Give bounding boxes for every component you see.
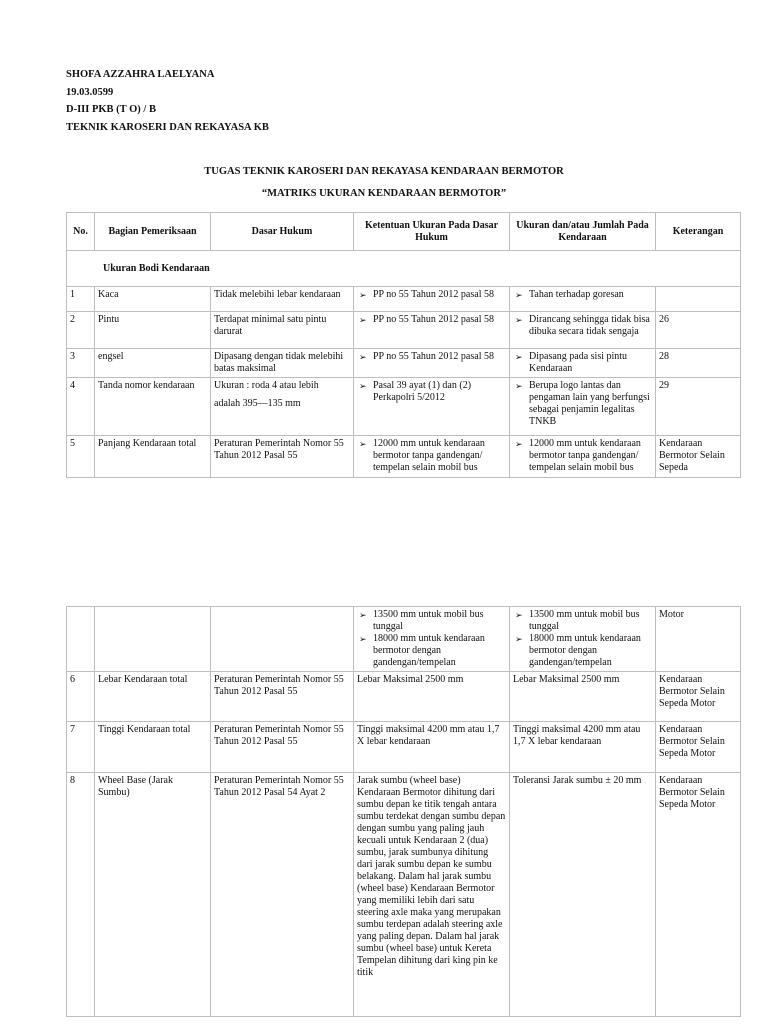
matrix-table-continued bbox=[66, 606, 741, 1017]
student-nim: 19.03.0599 bbox=[66, 86, 114, 98]
cell-no: 6 bbox=[67, 672, 95, 722]
list-item: ➢ PP no 55 Tahun 2012 pasal 58 bbox=[357, 314, 506, 326]
cell-no: 7 bbox=[67, 722, 95, 773]
cell-bagian: Lebar Kendaraan total bbox=[95, 672, 211, 722]
cell-bagian: Kaca bbox=[95, 287, 211, 312]
col-header-no: No. bbox=[67, 213, 95, 251]
list-item: ➢ Dirancang sehingga tidak bisa dibuka secara tidak sengaja bbox=[513, 314, 652, 338]
dasar-line: adalah 395—135 mm bbox=[214, 398, 301, 409]
list-item: ➢ 13500 mm untuk mobil bus tunggal bbox=[513, 609, 652, 633]
cell-keterangan: 26 bbox=[656, 312, 741, 349]
cell-ketentuan: Jarak sumbu (wheel base) Kendaraan Bermotor dihitung dari sumbu depan ke titik tengah antara sumbu terdekat dengan sumbu depan dengan sumbu yang paling jauh kecuali untuk Kendaraan 2 (dua) sumbu, jarak sumbunya dihitung dari jarak sumbu depan ke sumbu belakang. Dalam hal jarak sumbu (wheel base) Kendaraan Bermotor yang memiliki lebih dari satu steering axle maka yang merupakan sumbu terdepan adalah steering axle yang paling depan. Dalam hal jarak sumbu (wheel base) untuk Kereta Tempelan dihitung dari king pin ke titik bbox=[354, 773, 510, 1017]
cell-dasar: Peraturan Pemerintah Nomor 55 Tahun 2012 Pasal 55 bbox=[211, 722, 354, 773]
cell-ukuran: Lebar Maksimal 2500 mm bbox=[510, 672, 656, 722]
cell-dasar: Tidak melebihi lebar kendaraan bbox=[211, 287, 354, 312]
table-row bbox=[67, 378, 741, 436]
col-header-bagian: Bagian Pemeriksaan bbox=[95, 213, 211, 251]
cell-keterangan: Kendaraan Bermotor Selain Sepeda Motor bbox=[656, 773, 741, 1017]
cell-keterangan: Motor bbox=[656, 607, 741, 672]
col-header-keterangan: Keterangan bbox=[656, 213, 741, 251]
dasar-line: Ukuran : roda 4 atau lebih bbox=[214, 380, 319, 391]
cell-no: 8 bbox=[67, 773, 95, 1017]
list-item: ➢ Tahan terhadap goresan bbox=[513, 289, 652, 301]
cell-keterangan: 29 bbox=[656, 378, 741, 436]
student-name: SHOFA AZZAHRA LAELYANA bbox=[66, 69, 215, 80]
cell-keterangan: Kendaraan Bermotor Selain Sepeda bbox=[656, 436, 741, 478]
course-name: TEKNIK KAROSERI DAN REKAYASA KB bbox=[66, 121, 269, 133]
cell-ukuran bbox=[510, 312, 656, 349]
cell-keterangan: Kendaraan Bermotor Selain Sepeda Motor bbox=[656, 722, 741, 773]
cell-dasar: Peraturan Pemerintah Nomor 55 Tahun 2012 Pasal 55 bbox=[211, 436, 354, 478]
cell-bagian: Wheel Base (Jarak Sumbu) bbox=[95, 773, 211, 1017]
cell-ketentuan bbox=[354, 312, 510, 349]
cell-bagian: Tanda nomor kendaraan bbox=[95, 378, 211, 436]
list-item: ➢ PP no 55 Tahun 2012 pasal 58 bbox=[357, 289, 506, 301]
table-row bbox=[67, 607, 741, 672]
cell-no: 3 bbox=[67, 349, 95, 378]
cell-ukuran: Toleransi Jarak sumbu ± 20 mm bbox=[510, 773, 656, 1017]
col-header-ketentuan: Ketentuan Ukuran Pada Dasar Hukum bbox=[354, 213, 510, 251]
cell-dasar: Dipasang dengan tidak melebihi batas maksimal bbox=[211, 349, 354, 378]
cell-bagian: Panjang Kendaraan total bbox=[95, 436, 211, 478]
document-title: TUGAS TEKNIK KAROSERI DAN REKAYASA KENDARAAN BERMOTOR bbox=[204, 166, 564, 177]
table-row bbox=[67, 773, 741, 1017]
cell-ketentuan: Tinggi maksimal 4200 mm atau 1,7 X lebar kendaraan bbox=[354, 722, 510, 773]
matrix-table bbox=[66, 212, 741, 478]
list-item: ➢ PP no 55 Tahun 2012 pasal 58 bbox=[357, 351, 506, 363]
cell-ketentuan bbox=[354, 607, 510, 672]
cell-ketentuan bbox=[354, 287, 510, 312]
cell-ukuran: Tinggi maksimal 4200 mm atau 1,7 X lebar kendaraan bbox=[510, 722, 656, 773]
cell-no: 4 bbox=[67, 378, 95, 436]
student-class: D-III PKB (T O) / B bbox=[66, 104, 156, 115]
cell-bagian: engsel bbox=[95, 349, 211, 378]
table-row bbox=[67, 349, 741, 378]
cell-ukuran bbox=[510, 349, 656, 378]
list-item: ➢ 18000 mm untuk kendaraan bermotor dengan gandengan/tempelan bbox=[513, 633, 652, 669]
list-item: ➢ Dipasang pada sisi pintu Kendaraan bbox=[513, 351, 652, 375]
cell-bagian: Tinggi Kendaraan total bbox=[95, 722, 211, 773]
list-item: ➢ Pasal 39 ayat (1) dan (2) Perkapolri 5/2012 bbox=[357, 380, 506, 404]
cell-ketentuan bbox=[354, 378, 510, 436]
list-item: ➢ 12000 mm untuk kendaraan bermotor tanpa gandengan/ tempelan selain mobil bus bbox=[513, 438, 652, 474]
cell-no: 1 bbox=[67, 287, 95, 312]
cell-ketentuan: Lebar Maksimal 2500 mm bbox=[354, 672, 510, 722]
cell-keterangan bbox=[656, 287, 741, 312]
col-header-dasar: Dasar Hukum bbox=[211, 213, 354, 251]
cell-keterangan: 28 bbox=[656, 349, 741, 378]
col-header-ukuran: Ukuran dan/atau Jumlah Pada Kendaraan bbox=[510, 213, 656, 251]
student-header bbox=[66, 66, 269, 136]
table-subheader-row bbox=[67, 251, 741, 287]
table-row bbox=[67, 722, 741, 773]
table-row bbox=[67, 672, 741, 722]
cell-ukuran bbox=[510, 436, 656, 478]
cell-dasar: Peraturan Pemerintah Nomor 55 Tahun 2012 Pasal 55 bbox=[211, 672, 354, 722]
cell-ketentuan bbox=[354, 349, 510, 378]
cell-ukuran bbox=[510, 607, 656, 672]
cell-ketentuan bbox=[354, 436, 510, 478]
cell-dasar: Terdapat minimal satu pintu darurat bbox=[211, 312, 354, 349]
cell-dasar bbox=[211, 378, 354, 436]
table-row bbox=[67, 436, 741, 478]
cell-bagian: Pintu bbox=[95, 312, 211, 349]
list-item: ➢ 18000 mm untuk kendaraan bermotor dengan gandengan/tempelan bbox=[357, 633, 506, 669]
list-item: ➢ Berupa logo lantas dan pengaman lain yang berfungsi sebagai penjamin legalitas TNKB bbox=[513, 380, 652, 428]
cell-no: 5 bbox=[67, 436, 95, 478]
list-item: ➢ 13500 mm untuk mobil bus tunggal bbox=[357, 609, 506, 633]
table-header-row bbox=[67, 213, 741, 251]
table-row bbox=[67, 312, 741, 349]
document-subtitle: “MATRIKS UKURAN KENDARAAN BERMOTOR” bbox=[261, 188, 507, 199]
cell-dasar: Peraturan Pemerintah Nomor 55 Tahun 2012 Pasal 54 Ayat 2 bbox=[211, 773, 354, 1017]
list-item: ➢ 12000 mm untuk kendaraan bermotor tanpa gandengan/ tempelan selain mobil bus bbox=[357, 438, 506, 474]
cell-ukuran bbox=[510, 287, 656, 312]
section-label: Ukuran Bodi Kendaraan bbox=[67, 251, 741, 287]
cell-no: 2 bbox=[67, 312, 95, 349]
cell-keterangan: Kendaraan Bermotor Selain Sepeda Motor bbox=[656, 672, 741, 722]
table-row bbox=[67, 287, 741, 312]
cell-ukuran bbox=[510, 378, 656, 436]
